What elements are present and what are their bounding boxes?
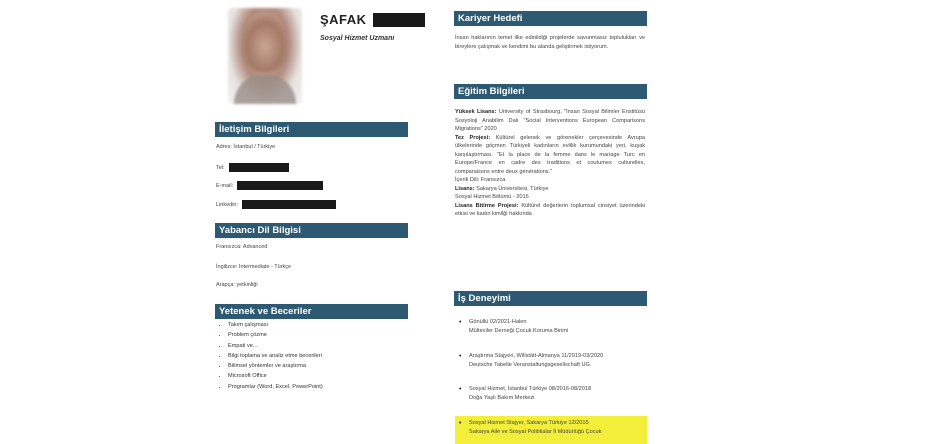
phone-label: Tel: — [216, 164, 225, 171]
experience-heading: İş Deneyimi — [454, 291, 647, 306]
contact-email — [216, 181, 323, 190]
bachelor-text: Sakarya Üniversitesi, Türkiye — [476, 185, 549, 192]
photo-face-blur — [242, 16, 288, 72]
career-heading: Kariyer Hedefi — [454, 11, 647, 26]
bachelor-label: Lisans: — [455, 185, 475, 192]
thesis-text: Kültürel gelenek ve görenekler çerçevesinde Avrupa ülkelerinde göçmen Türkiyeli kadınların evlilik kurumundaki yeri, kuşak karşılaştırması. "Et la place de la femme dans le mariage Turc en Europe/France en cadre des traditions et coutumes culturelles, comparaisons entre deux générations." — [455, 134, 646, 175]
bthesis-text: Kültürel değerlerin toplumsal cinsiyet üzerindeki etkisi ve kadın kimliği hakkında — [455, 202, 645, 217]
email-redaction — [237, 181, 323, 190]
bullet-icon: • — [459, 319, 462, 326]
contact-address: Adres: İstanbul / Türkiye — [216, 144, 276, 150]
thesis-entry — [455, 134, 645, 177]
job-org: Deutsche Tabelle Veranstaltungsgesellschaft UG. — [469, 362, 592, 368]
skill-item: • Bilgi toplama ve analiz etme becerileri — [228, 353, 323, 360]
skill-item: • Takım çalışması — [228, 322, 323, 329]
bullet-icon: • — [459, 353, 462, 360]
bullet-icon: • — [459, 420, 462, 427]
job-title: Sosyal Hizmet Stajyer, Sakarya Türkiye 12/2015 — [469, 420, 589, 426]
thesis-language: İçerik Dili: Fransızca — [455, 177, 506, 183]
job-entry — [459, 352, 647, 370]
masters-entry — [455, 108, 645, 134]
profile-photo — [228, 8, 302, 104]
language-item: Fransızca: Advanced — [216, 244, 268, 250]
skills-list — [218, 322, 323, 394]
thesis-label: Tez Projesi: — [455, 134, 491, 141]
education-block — [455, 108, 645, 219]
linkedin-label: Linkedin: — [216, 201, 239, 208]
bachelor-entry — [455, 185, 645, 194]
bullet-icon: • — [459, 386, 462, 393]
job-entry — [459, 318, 647, 336]
job-title: Araştırma Stajyeri, Willstätt-Almanya 11/2019-03/2020 — [469, 353, 604, 359]
bthesis-entry — [455, 202, 645, 219]
name-redaction — [373, 13, 425, 27]
linkedin-redaction — [242, 200, 336, 209]
career-text: İnsan haklarının temel ilke edinildiği projelerde savunmasız toplulukları ve bireylere çalışmak ve kendimi bu alanda geliştirmek istiyorum. — [455, 35, 645, 50]
education-heading: Eğitim Bilgileri — [454, 84, 647, 99]
skill-item: • Programlar (Word, Excel, PowerPoint) — [228, 384, 323, 391]
contact-heading: İletişim Bilgileri — [215, 122, 408, 137]
candidate-role: Sosyal Hizmet Uzmanı — [320, 35, 395, 42]
bthesis-label: Lisans Bitirme Projesi: — [455, 202, 519, 209]
skills-heading: Yetenek ve Beceriler — [215, 304, 408, 319]
name-text: ŞAFAK — [320, 12, 367, 27]
job-entry — [459, 419, 647, 437]
skill-item: • Problem çözme — [228, 332, 323, 339]
job-title: Gönüllü 02/2021-Halen — [469, 319, 527, 325]
photo-shoulders-blur — [234, 74, 296, 104]
skill-item: • Empati ve... — [228, 343, 323, 350]
language-item: Arapça: yetkinliği — [216, 282, 258, 288]
bachelor-dept: Sosyal Hizmet Bölümü - 2016 — [455, 194, 529, 200]
contact-linkedin — [216, 200, 336, 209]
job-org: Sakarya Aile ve Sosyal Politikalar İl Müdürlüğü Çocuk — [469, 429, 602, 435]
skill-item: • Bilimsel yöntemler ve araştırma — [228, 363, 323, 370]
job-org: Mülteciler Derneği Çocuk Koruma Birimi — [469, 328, 569, 334]
languages-heading: Yabancı Dil Bilgisi — [215, 223, 408, 238]
job-entry — [459, 385, 647, 403]
email-label: E-mail: — [216, 182, 234, 189]
language-item: İngilizce: Intermediate - Türkçe — [216, 264, 292, 270]
skill-item: • Microsoft Office — [228, 373, 323, 380]
phone-redaction — [229, 163, 289, 172]
contact-phone — [216, 163, 289, 172]
masters-text: University of Strasbourg, "İnsan Sosyal Bilimler Enstitüsü Sosyoloji Anabilim Dalı "Social Interventions European Comparisons Migrations" 2020 — [455, 109, 645, 132]
job-title: Sosyal Hizmet, İstanbul Türkiye 08/2016-08/2018 — [469, 386, 592, 392]
job-org: Doğa Yaşlı Bakım Merkezi — [469, 395, 535, 401]
masters-label: Yüksek Lisans: — [455, 109, 497, 115]
candidate-name — [320, 12, 425, 27]
